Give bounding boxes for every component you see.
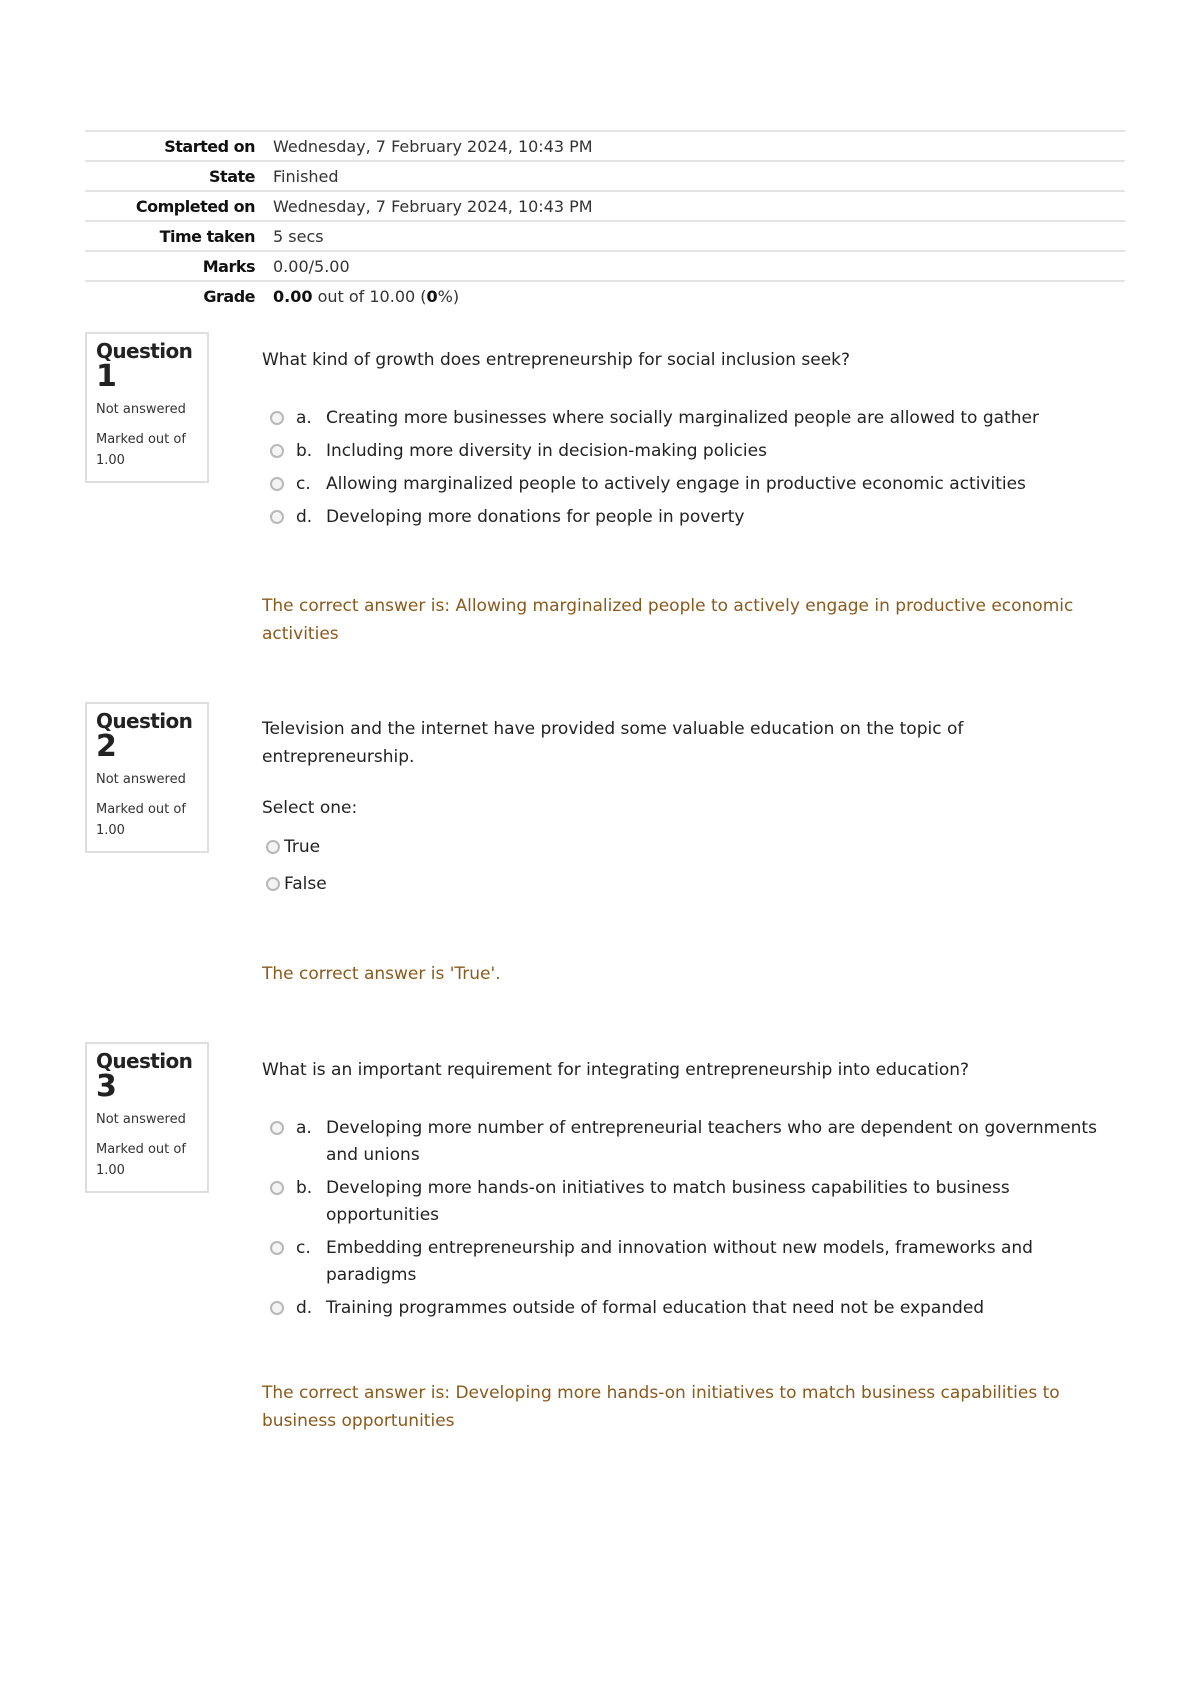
summary-label: State [209, 166, 255, 186]
grade-out-of: out of 10.00 ( [312, 286, 427, 306]
summary-row-completed [85, 191, 1125, 221]
answer-option[interactable] [270, 1295, 1100, 1322]
answer-option[interactable] [270, 504, 1100, 531]
answer-option[interactable] [270, 438, 1100, 465]
summary-row-started [85, 131, 1125, 161]
option-label: True [284, 837, 321, 857]
radio-button[interactable] [270, 411, 284, 425]
summary-value: Wednesday, 7 February 2024, 10:43 PM [273, 136, 593, 156]
question-number: 3 [96, 1069, 117, 1104]
question-text: What is an important requirement for integrating entrepreneurship into education? [262, 1060, 970, 1080]
radio-button[interactable] [266, 840, 280, 854]
radio-button[interactable] [266, 877, 280, 891]
question-state: Not answered [96, 772, 186, 787]
correct-answer-feedback: The correct answer is: Allowing marginalized people to actively engage in productive economic activities [262, 596, 1074, 644]
summary-row-time [85, 221, 1125, 251]
grade-score: 0.00 [273, 286, 313, 306]
option-label: Developing more donations for people in poverty [326, 507, 745, 527]
answer-option-true[interactable] [266, 834, 1096, 861]
question-info-box [85, 1042, 209, 1193]
question-marked-out-of: Marked out of 1.00 [96, 1142, 186, 1178]
correct-answer-feedback: The correct answer is 'True'. [262, 964, 501, 984]
question-text: Television and the internet have provided some valuable education on the topic of entrepreneurship. [262, 719, 964, 767]
summary-row-marks [85, 251, 1125, 281]
option-label: Developing more number of entrepreneurial teachers who are dependent on governments and unions [326, 1118, 1097, 1165]
radio-button[interactable] [270, 510, 284, 524]
answer-option[interactable] [270, 1235, 1100, 1289]
question-title: Question [96, 339, 193, 363]
summary-value: 0.00/5.00 [273, 256, 350, 276]
select-one-prompt: Select one: [262, 798, 358, 818]
option-label: Creating more businesses where socially marginalized people are allowed to gather [326, 408, 1039, 428]
answer-options [270, 1115, 1100, 1328]
question-title: Question [96, 1049, 193, 1073]
option-letter: b. [296, 1178, 313, 1198]
question-marked-out-of: Marked out of 1.00 [96, 802, 186, 838]
radio-button[interactable] [270, 477, 284, 491]
summary-value: 5 secs [273, 226, 324, 246]
question-marked-out-of: Marked out of 1.00 [96, 432, 186, 468]
radio-button[interactable] [270, 1241, 284, 1255]
summary-label: Grade [203, 286, 255, 306]
radio-button[interactable] [270, 444, 284, 458]
question-state: Not answered [96, 1112, 186, 1127]
correct-answer-feedback: The correct answer is: Developing more hands-on initiatives to match business capabilities to business opportunities [262, 1383, 1060, 1431]
summary-row-state [85, 161, 1125, 191]
grade-close: %) [437, 286, 460, 306]
answer-option[interactable] [270, 405, 1100, 432]
option-letter: d. [296, 507, 313, 527]
option-label: Including more diversity in decision-making policies [326, 441, 767, 461]
answer-options [266, 834, 1096, 908]
summary-label: Completed on [135, 196, 255, 216]
attempt-summary-table [85, 130, 1125, 310]
summary-label: Started on [164, 136, 255, 156]
option-letter: c. [296, 1238, 311, 1258]
question-number: 2 [96, 729, 117, 764]
question-title: Question [96, 709, 193, 733]
summary-row-grade [85, 281, 1125, 310]
summary-value: Wednesday, 7 February 2024, 10:43 PM [273, 196, 593, 216]
answer-options [270, 405, 1100, 537]
option-letter: a. [296, 1118, 312, 1138]
option-letter: c. [296, 474, 311, 494]
question-number: 1 [96, 359, 117, 394]
summary-value: Finished [273, 166, 339, 186]
option-letter: d. [296, 1298, 313, 1318]
answer-option-false[interactable] [266, 871, 1096, 898]
answer-option[interactable] [270, 471, 1100, 498]
question-info-box [85, 332, 209, 483]
question-info-box [85, 702, 209, 853]
grade-percent: 0 [426, 286, 438, 306]
option-label: Embedding entrepreneurship and innovation without new models, frameworks and paradigms [326, 1238, 1033, 1285]
answer-option[interactable] [270, 1175, 1100, 1229]
summary-value [273, 281, 1125, 310]
radio-button[interactable] [270, 1181, 284, 1195]
option-label: Training programmes outside of formal education that need not be expanded [326, 1298, 985, 1318]
question-text: What kind of growth does entrepreneurship for social inclusion seek? [262, 350, 851, 370]
summary-label: Time taken [159, 226, 255, 246]
option-letter: b. [296, 441, 313, 461]
option-label: False [284, 874, 327, 894]
radio-button[interactable] [270, 1121, 284, 1135]
option-label: Developing more hands-on initiatives to match business capabilities to business opportunities [326, 1178, 1010, 1225]
answer-option[interactable] [270, 1115, 1100, 1169]
radio-button[interactable] [270, 1301, 284, 1315]
option-label: Allowing marginalized people to actively engage in productive economic activities [326, 474, 1026, 494]
summary-label: Marks [202, 256, 255, 276]
question-state: Not answered [96, 402, 186, 417]
option-letter: a. [296, 408, 312, 428]
